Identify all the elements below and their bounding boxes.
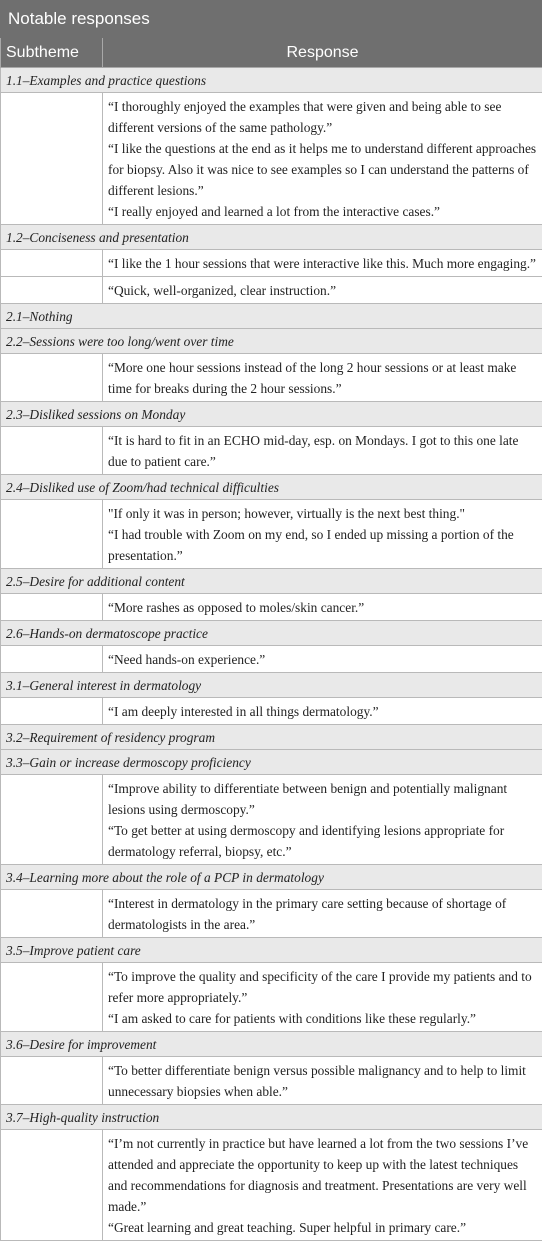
subtheme-row bbox=[1, 68, 542, 93]
empty-subtheme-cell bbox=[1, 1130, 103, 1241]
subtheme-label: 2.1–Nothing bbox=[1, 304, 542, 329]
subtheme-label: 3.7–High-quality instruction bbox=[1, 1105, 542, 1130]
table-title: Notable responses bbox=[1, 1, 542, 38]
subtheme-row bbox=[1, 750, 542, 775]
subtheme-label: 3.5–Improve patient care bbox=[1, 938, 542, 963]
response-cell bbox=[103, 963, 542, 1032]
empty-subtheme-cell bbox=[1, 646, 103, 673]
response-row bbox=[1, 1057, 542, 1105]
response-cell bbox=[103, 1057, 542, 1105]
subtheme-label: 2.3–Disliked sessions on Monday bbox=[1, 402, 542, 427]
subtheme-label: 3.1–General interest in dermatology bbox=[1, 673, 542, 698]
empty-subtheme-cell bbox=[1, 1057, 103, 1105]
subtheme-row bbox=[1, 304, 542, 329]
column-header-subtheme: Subtheme bbox=[1, 38, 103, 68]
subtheme-row bbox=[1, 569, 542, 594]
subtheme-row bbox=[1, 1105, 542, 1130]
subtheme-label: 2.2–Sessions were too long/went over time bbox=[1, 329, 542, 354]
response-row bbox=[1, 775, 542, 865]
response-quote: “I am asked to care for patients with conditions like these regularly.” bbox=[108, 1011, 476, 1026]
subtheme-label: 3.3–Gain or increase dermoscopy proficiency bbox=[1, 750, 542, 775]
subtheme-row bbox=[1, 225, 542, 250]
response-cell bbox=[103, 775, 542, 865]
response-quote: “I like the questions at the end as it helps me to understand different approaches for biopsy. Also it was nice to see examples so I can understand the patterns of different lesions.” bbox=[108, 141, 537, 198]
response-row bbox=[1, 963, 542, 1032]
subtheme-label: 3.4–Learning more about the role of a PCP in dermatology bbox=[1, 865, 542, 890]
response-row bbox=[1, 93, 542, 225]
response-quote: “I really enjoyed and learned a lot from the interactive cases.” bbox=[108, 204, 441, 219]
subtheme-row bbox=[1, 725, 542, 750]
response-cell bbox=[103, 354, 542, 402]
response-quote: “To get better at using dermoscopy and identifying lesions appropriate for dermatology referral, biopsy, etc.” bbox=[108, 823, 505, 859]
response-cell bbox=[103, 890, 542, 938]
response-cell bbox=[103, 427, 542, 475]
response-row bbox=[1, 500, 542, 569]
empty-subtheme-cell bbox=[1, 890, 103, 938]
subtheme-label: 2.6–Hands-on dermatoscope practice bbox=[1, 621, 542, 646]
empty-subtheme-cell bbox=[1, 354, 103, 402]
subtheme-row bbox=[1, 329, 542, 354]
response-quote: “Interest in dermatology in the primary care setting because of shortage of dermatologists in the area.” bbox=[108, 896, 507, 932]
column-header-response: Response bbox=[103, 38, 542, 68]
response-quote: “Quick, well-organized, clear instruction.” bbox=[108, 283, 337, 298]
subtheme-row bbox=[1, 475, 542, 500]
subtheme-label: 2.4–Disliked use of Zoom/had technical difficulties bbox=[1, 475, 542, 500]
subtheme-row bbox=[1, 402, 542, 427]
response-quote: “Need hands-on experience.” bbox=[108, 652, 266, 667]
response-row bbox=[1, 594, 542, 621]
response-row bbox=[1, 1130, 542, 1241]
response-quote: “To improve the quality and specificity of the care I provide my patients and to refer more appropriately.” bbox=[108, 969, 532, 1005]
response-quote: “To better differentiate benign versus possible malignancy and to help to limit unnecessary biopsies when able.” bbox=[108, 1063, 526, 1099]
response-cell bbox=[103, 250, 542, 277]
response-quote: “It is hard to fit in an ECHO mid-day, esp. on Mondays. I got to this one late due to patient care.” bbox=[108, 433, 519, 469]
subtheme-label: 2.5–Desire for additional content bbox=[1, 569, 542, 594]
response-cell bbox=[103, 698, 542, 725]
response-cell bbox=[103, 1130, 542, 1241]
response-row bbox=[1, 698, 542, 725]
response-quote: “I’m not currently in practice but have learned a lot from the two sessions I’ve attended and appreciate the opportunity to keep up with the latest techniques and recommendations for diagnosis and treatment. Presentations are very well made.” bbox=[108, 1136, 529, 1214]
response-quote: "If only it was in person; however, virtually is the next best thing." bbox=[108, 506, 466, 521]
subtheme-label: 1.1–Examples and practice questions bbox=[1, 68, 542, 93]
subtheme-label: 3.2–Requirement of residency program bbox=[1, 725, 542, 750]
response-row bbox=[1, 427, 542, 475]
empty-subtheme-cell bbox=[1, 427, 103, 475]
empty-subtheme-cell bbox=[1, 250, 103, 277]
empty-subtheme-cell bbox=[1, 775, 103, 865]
response-quote: “I had trouble with Zoom on my end, so I ended up missing a portion of the presentation.” bbox=[108, 527, 514, 563]
response-row bbox=[1, 250, 542, 277]
response-quote: “I thoroughly enjoyed the examples that were given and being able to see different versions of the same pathology.” bbox=[108, 99, 502, 135]
response-cell bbox=[103, 500, 542, 569]
subtheme-label: 3.6–Desire for improvement bbox=[1, 1032, 542, 1057]
empty-subtheme-cell bbox=[1, 963, 103, 1032]
subtheme-row bbox=[1, 865, 542, 890]
response-quote: “More one hour sessions instead of the long 2 hour sessions or at least make time for breaks during the 2 hour sessions.” bbox=[108, 360, 517, 396]
column-header-row bbox=[1, 38, 542, 68]
response-row bbox=[1, 354, 542, 402]
response-row bbox=[1, 277, 542, 304]
subtheme-row bbox=[1, 621, 542, 646]
response-cell bbox=[103, 594, 542, 621]
response-quote: “I like the 1 hour sessions that were interactive like this. Much more engaging.” bbox=[108, 256, 537, 271]
response-quote: “Improve ability to differentiate between benign and potentially malignant lesions using dermoscopy.” bbox=[108, 781, 508, 817]
response-cell bbox=[103, 646, 542, 673]
response-quote: “Great learning and great teaching. Super helpful in primary care.” bbox=[108, 1220, 467, 1235]
table-body bbox=[1, 68, 542, 1241]
response-row bbox=[1, 890, 542, 938]
subtheme-row bbox=[1, 938, 542, 963]
empty-subtheme-cell bbox=[1, 698, 103, 725]
empty-subtheme-cell bbox=[1, 594, 103, 621]
empty-subtheme-cell bbox=[1, 500, 103, 569]
response-cell bbox=[103, 93, 542, 225]
subtheme-row bbox=[1, 673, 542, 698]
response-cell bbox=[103, 277, 542, 304]
response-quote: “More rashes as opposed to moles/skin cancer.” bbox=[108, 600, 365, 615]
empty-subtheme-cell bbox=[1, 277, 103, 304]
response-quote: “I am deeply interested in all things dermatology.” bbox=[108, 704, 379, 719]
subtheme-label: 1.2–Conciseness and presentation bbox=[1, 225, 542, 250]
table-title-row bbox=[1, 1, 542, 38]
subtheme-row bbox=[1, 1032, 542, 1057]
response-row bbox=[1, 646, 542, 673]
empty-subtheme-cell bbox=[1, 93, 103, 225]
